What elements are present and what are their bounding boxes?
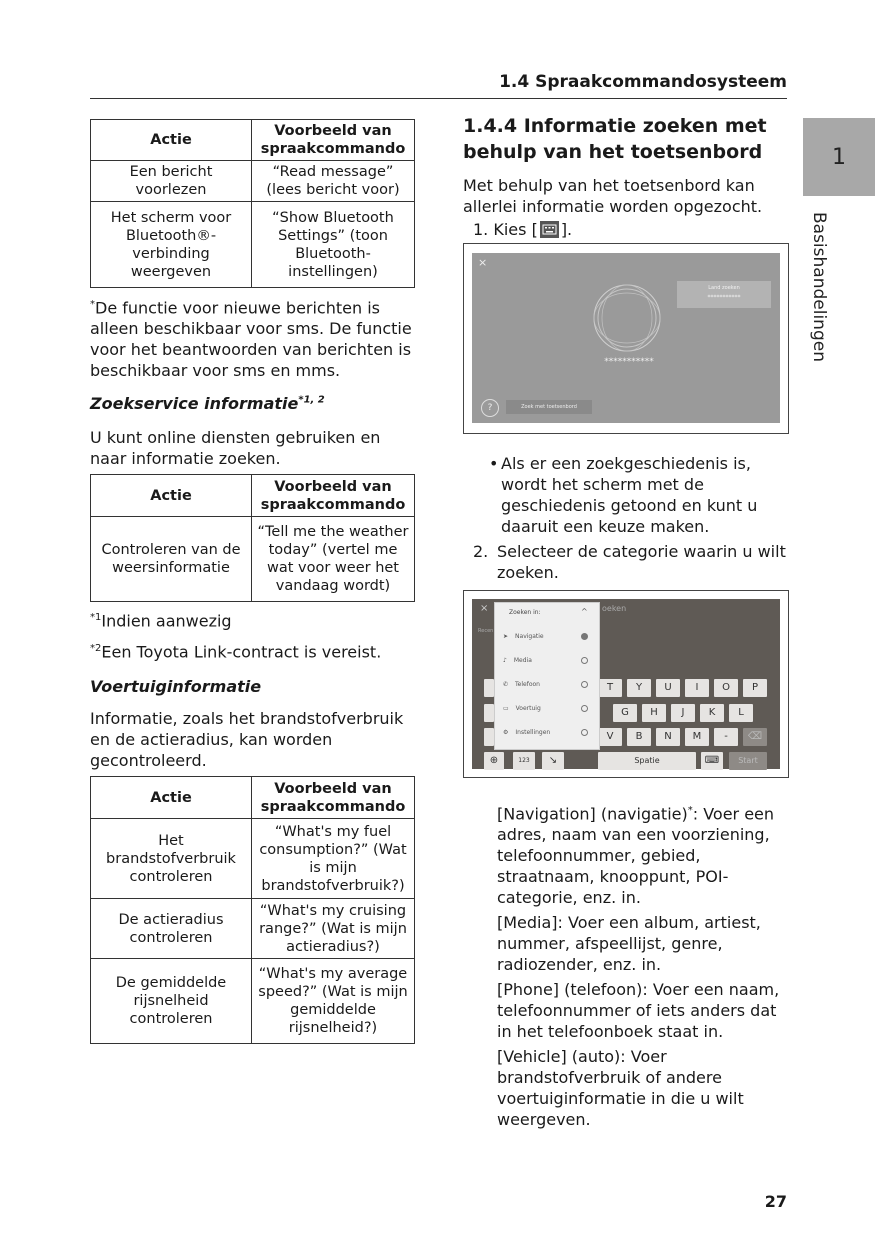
command-table-weather <box>90 474 415 602</box>
dropdown-item-navigatie[interactable]: ➤ Navigatie <box>503 633 544 640</box>
radio-telefoon[interactable] <box>581 681 588 688</box>
note-messages: *De functie voor nieuwe berichten is alleen beschikbaar voor sms. De functie voor het beantwoorden van berichten is beschikbaar voor sms en mms. <box>90 298 412 381</box>
keyboard-key[interactable] <box>484 704 494 722</box>
step-1: 1. Kies [ ]. <box>473 220 573 239</box>
keyboard-key[interactable]: Y <box>627 679 651 697</box>
phone-icon: ✆ <box>503 681 509 688</box>
dropdown-item-telefoon[interactable]: ✆ Telefoon <box>503 681 540 688</box>
voice-key[interactable]: ↘ <box>542 752 564 770</box>
keyboard-key[interactable] <box>484 679 494 697</box>
radio-voertuig[interactable] <box>581 705 588 712</box>
dropdown-item-voertuig[interactable]: ▭ Voertuig <box>503 705 541 712</box>
gear-icon: ⚙ <box>503 729 509 736</box>
page-number: 27 <box>764 1192 787 1211</box>
section-title: 1.4.4 Informatie zoeken met behulp van het toetsenbord <box>463 115 767 163</box>
desc-navigation: [Navigation] (navigatie)*: Voer een adres, naam van een voorziening, telefoonnummer, gebied, straatnaam, knooppunt, POI-categorie, enz. in. <box>497 804 775 908</box>
numeric-key[interactable]: 123 <box>513 752 535 770</box>
table-cell: Het scherm voor Bluetooth®-verbinding weergeven <box>91 202 252 288</box>
section-header: 1.4 Spraakcommandosysteem <box>499 72 787 92</box>
radio-navigatie[interactable] <box>581 633 588 640</box>
keyboard-key[interactable]: N <box>656 728 680 746</box>
keyboard-key[interactable]: M <box>685 728 709 746</box>
keyboard-search-screenshot <box>463 590 789 778</box>
table-cell: “Show Bluetooth Settings” (toon Bluetooth-instellingen) <box>252 202 415 288</box>
category-dropdown[interactable] <box>494 602 600 750</box>
keyboard-key[interactable]: K <box>700 704 724 722</box>
dropdown-item-instellingen[interactable]: ⚙ Instellingen <box>503 729 551 736</box>
footnote-2: $^{*2}$Een Toyota Link-contract is vereist. <box>90 642 382 662</box>
zoekservice-heading: Zoekservice informatie$^{*1, 2}$ <box>90 394 325 413</box>
section-intro: Met behulp van het toetsenbord kan allerlei informatie worden opgezocht. <box>463 176 763 216</box>
search-header: oeken <box>602 604 627 613</box>
table-cell: “Read message” (lees bericht voor) <box>252 161 415 202</box>
chapter-tab: 1 <box>803 118 875 196</box>
close-icon[interactable]: × <box>478 256 488 269</box>
keyboard-hide-key[interactable]: ⌨ <box>701 752 723 770</box>
table-cell: “Tell me the weather today” (vertel me wat voor weer het vandaag wordt) <box>252 517 415 602</box>
step-2: 2. Selecteer de categorie waarin u wilt zoeken. <box>473 542 786 582</box>
radio-instellingen[interactable] <box>581 729 588 736</box>
voertuig-intro: Informatie, zoals het brandstofverbruik en de actieradius, kan worden gecontroleerd. <box>90 709 404 770</box>
table-header: Voorbeeld van spraakcommando <box>252 777 415 819</box>
keyboard-key[interactable]: T <box>598 679 622 697</box>
chevron-up-icon[interactable]: ^ <box>581 607 588 616</box>
table-cell: De actieradius controleren <box>91 899 252 959</box>
table-cell: Controleren van de weersinformatie <box>91 517 252 602</box>
table-cell: “What's my average speed?” (Wat is mijn gemiddelde rijsnelheid?) <box>252 959 415 1044</box>
table-header: Actie <box>91 475 252 517</box>
table-cell: De gemiddelde rijsnelheid controleren <box>91 959 252 1044</box>
category-descriptions <box>497 800 789 1130</box>
keyboard-key[interactable]: O <box>714 679 738 697</box>
keyboard-icon <box>540 221 559 238</box>
recent-label: Recen <box>478 628 494 634</box>
keyboard-key[interactable]: - <box>714 728 738 746</box>
footnote-1: $^{*1}$Indien aanwezig <box>90 611 232 631</box>
table-header: Voorbeeld van spraakcommando <box>252 475 415 517</box>
spoken-text: *********** <box>604 357 654 367</box>
voice-orb-icon <box>590 281 665 356</box>
dropdown-title: Zoeken in: <box>509 609 541 616</box>
music-icon: ♪ <box>503 657 507 664</box>
keyboard-key[interactable]: I <box>685 679 709 697</box>
land-search-field[interactable]: Land zoeken *********** <box>677 281 771 308</box>
keyboard-key[interactable]: B <box>627 728 651 746</box>
dropdown-item-media[interactable]: ♪ Media <box>503 657 532 664</box>
keyboard-search-button[interactable]: Zoek met toetsenbord <box>506 400 592 414</box>
command-table-messages <box>90 119 415 288</box>
desc-phone: [Phone] (telefoon): Voer een naam, telefoonnummer of iets anders dat in het telefoonboek staat in. <box>497 980 780 1042</box>
table-cell: “What's my cruising range?” (Wat is mijn actieradius?) <box>252 899 415 959</box>
car-icon: ▭ <box>503 705 509 712</box>
voertuig-heading: Voertuiginformatie <box>90 677 262 696</box>
navigation-icon: ➤ <box>503 633 509 640</box>
close-icon[interactable]: × <box>480 603 489 614</box>
command-table-vehicle <box>90 776 415 1044</box>
table-header: Voorbeeld van spraakcommando <box>252 120 415 161</box>
header-rule <box>90 98 787 99</box>
voice-search-screenshot <box>463 243 789 434</box>
radio-media[interactable] <box>581 657 588 664</box>
table-cell: Het brandstofverbruik controleren <box>91 819 252 899</box>
keyboard-key[interactable]: G <box>613 704 637 722</box>
keyboard-key[interactable]: L <box>729 704 753 722</box>
space-key[interactable]: Spatie <box>598 752 696 770</box>
history-bullet: • Als er een zoekgeschiedenis is, wordt het scherm met de geschiedenis getoond en kunt u daaruit een keuze maken. <box>489 454 758 536</box>
table-header: Actie <box>91 777 252 819</box>
zoekservice-intro: U kunt online diensten gebruiken en naar informatie zoeken. <box>90 428 381 468</box>
keyboard-key[interactable] <box>484 728 494 746</box>
start-key[interactable]: Start <box>729 752 767 770</box>
keyboard-key[interactable]: J <box>671 704 695 722</box>
globe-key[interactable]: ⊕ <box>484 752 504 770</box>
keyboard-key[interactable]: U <box>656 679 680 697</box>
keyboard-key[interactable]: P <box>743 679 767 697</box>
table-cell: Een bericht voorlezen <box>91 161 252 202</box>
desc-vehicle: [Vehicle] (auto): Voer brandstofverbruik of andere voertuiginformatie in die u wilt weergeven. <box>497 1047 744 1130</box>
desc-media: [Media]: Voer een album, artiest, nummer, afspeellijst, genre, radiozender, enz. in. <box>497 913 761 975</box>
help-button[interactable]: ? <box>481 399 499 417</box>
keyboard-key[interactable]: V <box>598 728 622 746</box>
backspace-key[interactable]: ⌫ <box>743 728 767 746</box>
bullet-icon: • <box>489 454 499 473</box>
table-header: Actie <box>91 120 252 161</box>
chapter-label: Basishandelingen <box>809 212 829 362</box>
keyboard-key[interactable]: H <box>642 704 666 722</box>
table-cell: “What's my fuel consumption?” (Wat is mijn brandstofverbruik?) <box>252 819 415 899</box>
